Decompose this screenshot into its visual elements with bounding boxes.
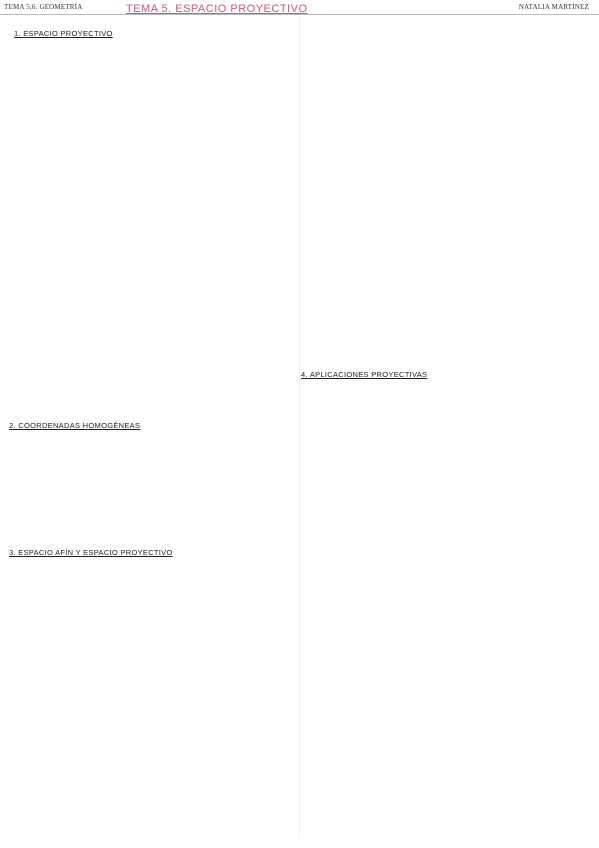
- column-divider: [299, 18, 300, 838]
- section-heading-espacio-proyectivo: 1. ESPACIO PROYECTIVO: [14, 29, 113, 38]
- page-title: TEMA 5. ESPACIO PROYECTIVO: [126, 3, 308, 15]
- section-heading-espacio-afin: 3. ESPACIO AFÍN Y ESPACIO PROYECTIVO: [9, 548, 173, 557]
- header-rule: [0, 14, 599, 15]
- section-heading-aplicaciones-proyectivas: 4. APLICACIONES PROYECTIVAS: [301, 370, 428, 379]
- header-author: NATALIA MARTÍNEZ: [518, 3, 589, 11]
- section-heading-coordenadas-homogeneas: 2. COORDENADAS HOMOGÉNEAS: [9, 421, 141, 430]
- header-subject: TEMA 5,6. GEOMETRÍA: [4, 3, 83, 11]
